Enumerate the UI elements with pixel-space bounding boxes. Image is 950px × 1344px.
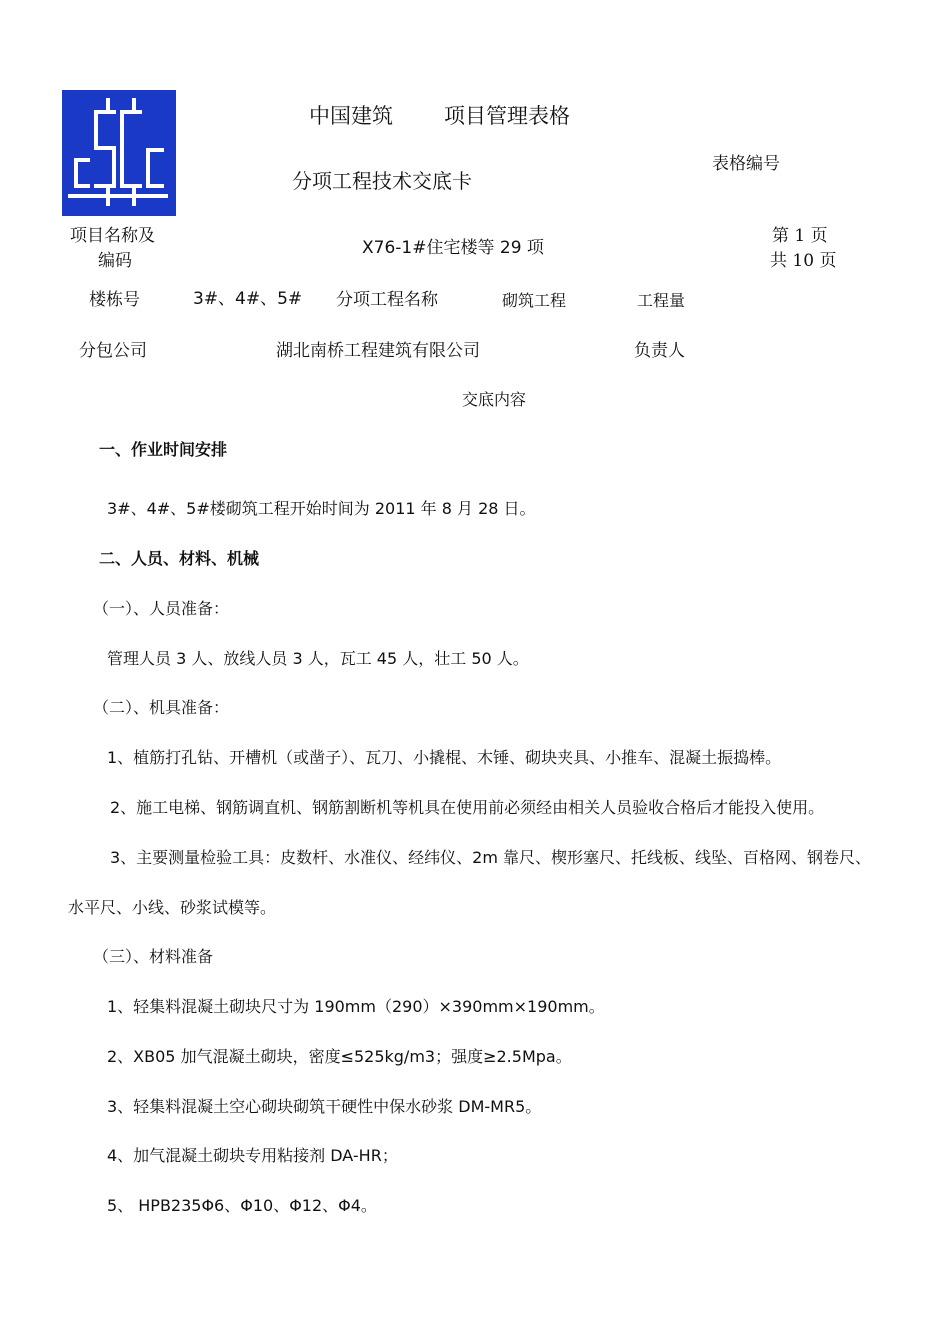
subcontractor-label: 分包公司: [79, 341, 147, 361]
subcontractor-value: 湖北南桥工程建筑有限公司: [276, 341, 480, 361]
subproject-label: 分项工程名称: [336, 290, 438, 310]
material-item-4: 4、加气混凝土砌块专用粘接剂 DA-HR；: [107, 1146, 398, 1165]
subproject-value: 砌筑工程: [502, 291, 567, 310]
tools-heading: （二）、机具准备：: [93, 698, 230, 717]
building-label: 楼栋号: [89, 290, 140, 310]
cscec-logo-icon: [62, 90, 176, 216]
material-item-2: 2、XB05 加气混凝土砌块，密度≤525kg/m3；强度≥2.5Mpa。: [107, 1047, 572, 1066]
project-name: X76-1#住宅楼等 29 项: [362, 238, 544, 258]
tool-item-2: 2、施工电梯、钢筋调直机、钢筋割断机等机具在使用前必须经由相关人员验收合格后才能投入使用。: [110, 798, 825, 817]
section2-title: 二、人员、材料、机械: [99, 549, 260, 568]
section1-title: 一、作业时间安排: [99, 440, 228, 459]
material-item-3: 3、轻集料混凝土空心砌块砌筑干硬性中保水砂浆 DM-MR5。: [107, 1097, 542, 1116]
tool-item-1: 1、植筋打孔钻、开槽机（或凿子）、瓦刀、小撬棍、木锤、砌块夹具、小推车、混凝土振捣棒。: [107, 748, 782, 767]
building-value: 3#、4#、5#: [193, 289, 303, 309]
personnel-text: 管理人员 3 人、放线人员 3 人，瓦工 45 人，壮工 50 人。: [107, 649, 529, 668]
project-label-line1: 项目名称及: [70, 226, 155, 246]
personnel-heading: （一）、人员准备：: [93, 599, 230, 618]
quantity-label: 工程量: [637, 291, 686, 310]
form-number-label: 表格编号: [712, 154, 780, 174]
company-name: 中国建筑: [309, 104, 393, 128]
content-title: 交底内容: [462, 390, 527, 409]
card-title: 分项工程技术交底卡: [292, 169, 472, 193]
page-total: 共 10 页: [770, 251, 837, 271]
responsible-label: 负责人: [634, 341, 685, 361]
tool-item-3-line1: 3、主要测量检验工具：皮数杆、水准仪、经纬仪、2m 靠尺、楔形塞尺、托线板、线坠、百格网、钢卷尺、: [110, 848, 872, 867]
page-current: 第 1 页: [772, 226, 828, 246]
form-type: 项目管理表格: [444, 104, 570, 128]
materials-heading: （三）、材料准备: [93, 947, 214, 966]
material-item-1: 1、轻集料混凝土砌块尺寸为 190mm（290）×390mm×190mm。: [107, 997, 605, 1016]
tool-item-3-line2: 水平尺、小线、砂浆试模等。: [68, 898, 277, 917]
project-label-line2: 编码: [98, 251, 132, 271]
section1-text: 3#、4#、5#楼砌筑工程开始时间为 2011 年 8 月 28 日。: [107, 499, 536, 518]
material-item-5: 5、 HPB235Φ6、Φ10、Φ12、Φ4。: [107, 1196, 377, 1215]
